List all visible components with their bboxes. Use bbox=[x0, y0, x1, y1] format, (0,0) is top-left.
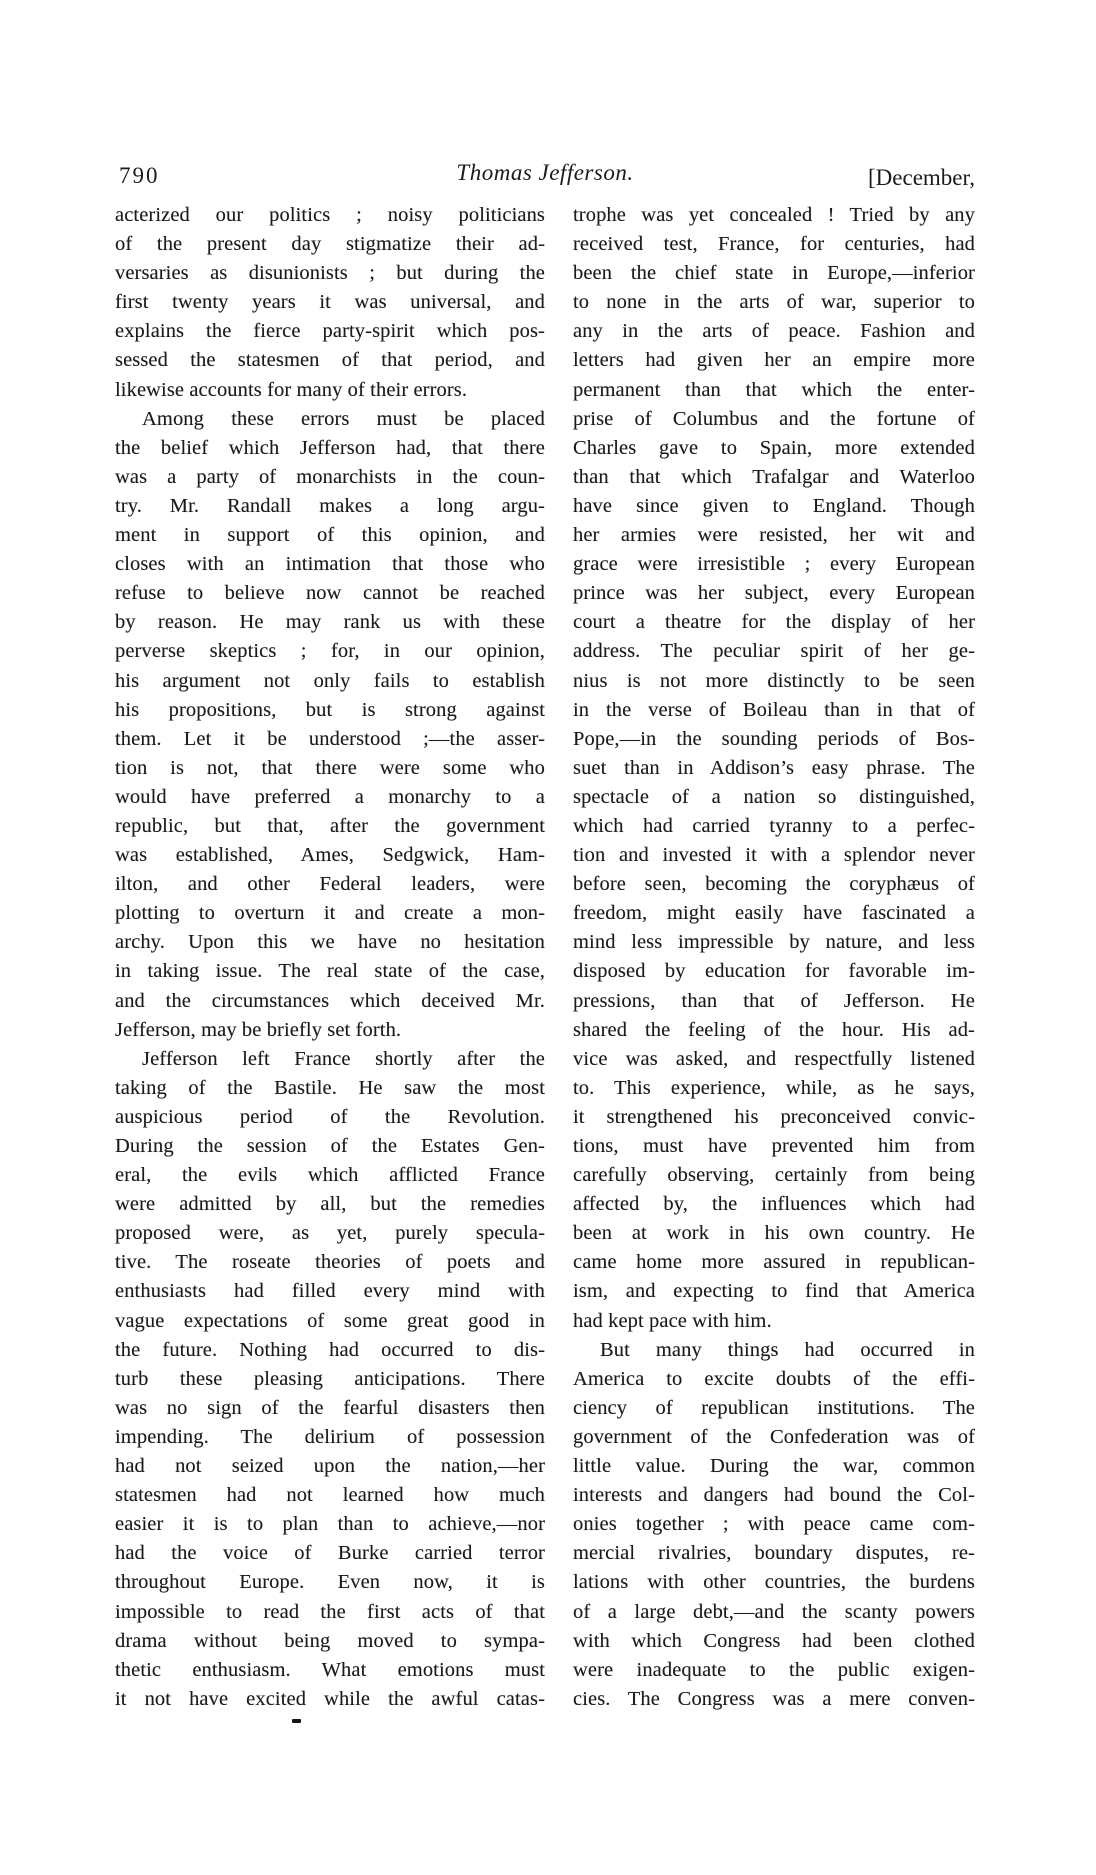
text-line: government of the Confederation was of bbox=[573, 1425, 975, 1448]
text-line: sessed the statesmen of that period, and bbox=[115, 349, 545, 372]
text-line: had the voice of Burke carried terror bbox=[115, 1542, 545, 1565]
running-title: Thomas Jefferson. bbox=[456, 160, 634, 185]
text-line: before seen, becoming the coryphæus of bbox=[573, 873, 975, 896]
text-line: were admitted by all, but the remedies bbox=[115, 1193, 545, 1216]
text-line: to. This experience, while, as he says, bbox=[573, 1076, 975, 1099]
column-left bbox=[115, 201, 545, 1714]
text-line: impossible to read the first acts of that bbox=[115, 1600, 545, 1623]
text-line: mind less impressible by nature, and less bbox=[573, 931, 975, 954]
text-line: republic, but that, after the government bbox=[115, 814, 545, 837]
text-line: ment in support of this opinion, and bbox=[115, 524, 545, 547]
text-line: Among these errors must be placed bbox=[142, 407, 545, 430]
text-line: auspicious period of the Revolution. bbox=[115, 1105, 545, 1128]
text-line: prise of Columbus and the fortune of bbox=[573, 407, 975, 430]
text-line: suet than in Addison’s easy phrase. The bbox=[573, 756, 975, 779]
text-line: it not have excited while the awful catas- bbox=[115, 1687, 545, 1710]
text-line: were inadequate to the public exigen- bbox=[573, 1658, 975, 1681]
text-line: throughout Europe. Even now, it is bbox=[115, 1571, 545, 1594]
text-line: try. Mr. Randall makes a long argu- bbox=[115, 494, 545, 517]
text-line: came home more assured in republican- bbox=[573, 1251, 975, 1274]
text-line: his propositions, but is strong against bbox=[115, 698, 545, 721]
text-line: impending. The delirium of possession bbox=[115, 1425, 545, 1448]
text-line: plotting to overturn it and create a mon- bbox=[115, 902, 545, 925]
text-line: carefully observing, certainly from being bbox=[573, 1164, 975, 1187]
text-line: and the circumstances which deceived Mr. bbox=[115, 989, 545, 1012]
text-line: acterized our politics ; noisy politicians bbox=[115, 204, 545, 226]
text-line: versaries as disunionists ; but during the bbox=[115, 262, 545, 285]
text-line: had not seized upon the nation,—her bbox=[115, 1455, 545, 1478]
text-line: her armies were resisted, her wit and bbox=[573, 524, 975, 547]
text-line: been at work in his own country. He bbox=[573, 1222, 975, 1245]
text-line: nius is not more distinctly to be seen bbox=[573, 669, 975, 692]
text-line: likewise accounts for many of their errors. bbox=[115, 378, 468, 401]
text-line: closes with an intimation that those who bbox=[115, 553, 545, 576]
text-body bbox=[115, 201, 975, 1714]
issue-date: [December, bbox=[868, 165, 975, 190]
text-line: easier it is to plan than to achieve,—nor bbox=[115, 1513, 545, 1536]
text-line: Jefferson left France shortly after the bbox=[142, 1047, 545, 1070]
text-line: freedom, might easily have fascinated a bbox=[573, 902, 975, 925]
text-line: disposed by education for favorable im- bbox=[573, 960, 975, 983]
text-line: mercial rivalries, boundary disputes, re- bbox=[573, 1542, 975, 1565]
ink-speck-artifact bbox=[292, 1719, 301, 1723]
text-line: court a theatre for the display of her bbox=[573, 611, 975, 634]
text-line: proposed were, as yet, purely specula- bbox=[115, 1222, 545, 1245]
page-number: 790 bbox=[119, 163, 160, 188]
text-line: vice was asked, and respectfully listened bbox=[573, 1047, 975, 1070]
text-line: any in the arts of peace. Fashion and bbox=[573, 320, 975, 343]
text-line: During the session of the Estates Gen- bbox=[115, 1135, 545, 1157]
text-line: perverse skeptics ; for, in our opinion, bbox=[115, 640, 545, 663]
text-line: prince was her subject, every European bbox=[573, 582, 975, 605]
text-line: address. The peculiar spirit of her ge- bbox=[573, 640, 975, 663]
text-line: of the present day stigmatize their ad- bbox=[115, 233, 545, 256]
text-line: statesmen had not learned how much bbox=[115, 1484, 545, 1507]
text-line: taking of the Bastile. He saw the most bbox=[115, 1076, 545, 1099]
text-line: thetic enthusiasm. What emotions must bbox=[115, 1658, 545, 1681]
text-line: interests and dangers had bound the Col- bbox=[573, 1484, 975, 1507]
text-line: in the verse of Boileau than in that of bbox=[573, 698, 975, 721]
text-line: letters had given her an empire more bbox=[573, 349, 975, 372]
text-line: was a party of monarchists in the coun- bbox=[115, 465, 545, 488]
text-line: Charles gave to Spain, more extended bbox=[573, 436, 975, 459]
text-line: first twenty years it was universal, and bbox=[115, 291, 545, 314]
text-line: was established, Ames, Sedgwick, Ham- bbox=[115, 844, 545, 867]
text-line: tion and invested it with a splendor never bbox=[573, 844, 975, 867]
text-line: pressions, than that of Jefferson. He bbox=[573, 989, 975, 1012]
text-line: by reason. He may rank us with these bbox=[115, 611, 545, 634]
text-line: have since given to England. Though bbox=[573, 494, 975, 517]
text-line: the future. Nothing had occurred to dis- bbox=[115, 1338, 545, 1361]
text-line: refuse to believe now cannot be reached bbox=[115, 582, 545, 605]
text-line: America to excite doubts of the effi- bbox=[573, 1367, 975, 1390]
text-line: the belief which Jefferson had, that there bbox=[115, 436, 545, 459]
text-line: cies. The Congress was a mere conven- bbox=[573, 1687, 975, 1710]
text-line: ism, and expecting to find that America bbox=[573, 1280, 975, 1303]
text-line: in taking issue. The real state of the case, bbox=[115, 960, 545, 983]
text-line: ilton, and other Federal leaders, were bbox=[115, 873, 545, 896]
text-line: which had carried tyranny to a perfec- bbox=[573, 814, 975, 837]
running-head bbox=[115, 160, 975, 194]
text-line: drama without being moved to sympa- bbox=[115, 1629, 545, 1652]
text-line: than that which Trafalgar and Waterloo bbox=[573, 465, 975, 488]
text-line: shared the feeling of the hour. His ad- bbox=[573, 1018, 975, 1041]
text-line: enthusiasts had filled every mind with bbox=[115, 1280, 545, 1303]
text-line: archy. Upon this we have no hesitation bbox=[115, 931, 545, 954]
text-line: of a large debt,—and the scanty powers bbox=[573, 1600, 975, 1623]
text-line: But many things had occurred in bbox=[600, 1338, 975, 1361]
text-line: was no sign of the fearful disasters then bbox=[115, 1396, 545, 1419]
text-line: little value. During the war, common bbox=[573, 1455, 975, 1478]
text-line: with which Congress had been clothed bbox=[573, 1629, 975, 1652]
text-line: them. Let it be understood ;—the asser- bbox=[115, 727, 545, 750]
text-line: affected by, the influences which had bbox=[573, 1193, 975, 1216]
text-line: turb these pleasing anticipations. There bbox=[115, 1367, 545, 1390]
text-line: would have preferred a monarchy to a bbox=[115, 785, 545, 808]
text-line: received test, France, for centuries, had bbox=[573, 233, 975, 256]
text-line: explains the fierce party-spirit which pos- bbox=[115, 320, 545, 343]
text-line: tive. The roseate theories of poets and bbox=[115, 1251, 545, 1274]
text-line: tions, must have prevented him from bbox=[573, 1135, 975, 1157]
text-line: been the chief state in Europe,—inferior bbox=[573, 262, 975, 285]
column-right bbox=[573, 201, 975, 1714]
text-line: had kept pace with him. bbox=[573, 1309, 772, 1332]
text-line: grace were irresistible ; every European bbox=[573, 553, 975, 576]
text-line: lations with other countries, the burdens bbox=[573, 1571, 975, 1594]
text-line: to none in the arts of war, superior to bbox=[573, 291, 975, 314]
text-line: onies together ; with peace came com- bbox=[573, 1513, 975, 1536]
text-line: Jefferson, may be briefly set forth. bbox=[115, 1018, 402, 1041]
text-line: it strengthened his preconceived convic- bbox=[573, 1105, 975, 1128]
text-line: Pope,—in the sounding periods of Bos- bbox=[573, 727, 975, 750]
text-line: tion is not, that there were some who bbox=[115, 756, 545, 779]
text-line: his argument not only fails to establish bbox=[115, 669, 545, 692]
text-line: ciency of republican institutions. The bbox=[573, 1396, 975, 1419]
text-line: permanent than that which the enter- bbox=[573, 378, 975, 401]
text-line: eral, the evils which afflicted France bbox=[115, 1164, 545, 1187]
text-line: vague expectations of some great good in bbox=[115, 1309, 545, 1332]
text-line: spectacle of a nation so distinguished, bbox=[573, 785, 975, 808]
text-line: trophe was yet concealed ! Tried by any bbox=[573, 204, 975, 226]
